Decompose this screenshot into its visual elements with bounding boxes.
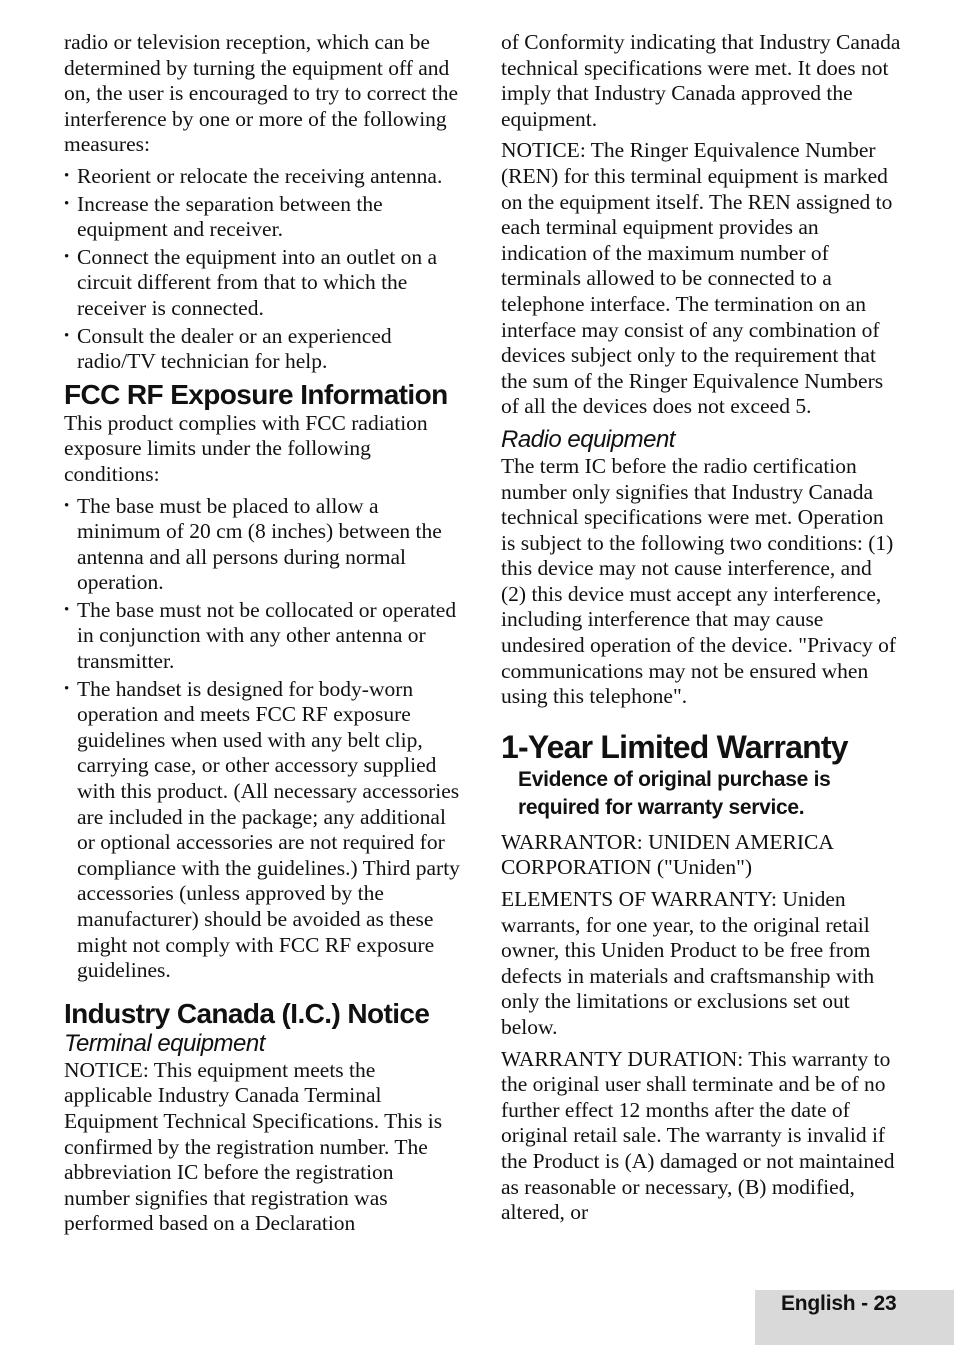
page-number-label: English - 23 [781, 1292, 897, 1315]
list-item: • Reorient or relocate the receiving antenna. [64, 164, 464, 190]
interference-measures-list [64, 164, 464, 375]
warranty-heading: 1-Year Limited Warranty [501, 728, 848, 765]
warrantor-paragraph: WARRANTOR: UNIDEN AMERICA CORPORATION ("Uniden") [501, 829, 833, 880]
left-column [64, 30, 464, 1243]
fcc-rf-heading: FCC RF Exposure Information [64, 378, 448, 410]
conformity-paragraph: of Conformity indicating that Industry Canada technical specifications were met. It does not imply that Industry Canada approved the equipment. [501, 30, 901, 131]
warranty-elements-paragraph: ELEMENTS OF WARRANTY: Uniden warrants, for one year, to the original retail owner, this Uniden Product to be free from defects in materials and craftsmanship with only the limitations or exclusions set out below. [501, 887, 875, 1039]
terminal-equipment-subheading: Terminal equipment [64, 1029, 265, 1057]
list-item: • Increase the separation between the equipment and receiver. [64, 192, 464, 243]
fcc-conditions-list [64, 494, 464, 984]
terminal-notice-paragraph: NOTICE: This equipment meets the applicable Industry Canada Terminal Equipment Technical Specifications. This is confirmed by the registration number. The abbreviation IC before the registration number signifies that registration was performed based on a Declaration [64, 1057, 443, 1236]
ren-notice-paragraph: NOTICE: The Ringer Equivalence Number (REN) for this terminal equipment is marked on the equipment itself. The REN assigned to each terminal equipment provides an indication of the maximum number of terminals allowed to be connected to a telephone interface. The termination on an interface may consist of any combination of devices subject only to the requirement that the sum of the Ringer Equivalence Numbers of all the devices does not exceed 5. [501, 138, 893, 419]
fcc-intro-paragraph: This product complies with FCC radiation exposure limits under the following conditions: [64, 410, 428, 486]
page-footer [755, 1290, 954, 1345]
list-item: • The base must be placed to allow a minimum of 20 cm (8 inches) between the antenna and all persons during normal operation. [64, 494, 464, 596]
list-item: • Consult the dealer or an experienced radio/TV technician for help. [64, 324, 464, 375]
radio-paragraph: The term IC before the radio certification number only signifies that Industry Canada technical specifications were met. Operation is subject to the following two conditions: (1) this device may not cause interference, and (2) this device must accept any interference, including interference that may cause undesired operation of the device. "Privacy of communications may not be ensured when using this telephone". [501, 453, 897, 709]
right-column [501, 30, 901, 1232]
intro-paragraph: radio or television reception, which can be determined by turning the equipment off and on, the user is encouraged to try to correct the interference by one or more of the following measures: [64, 30, 459, 157]
list-item: • The base must not be collocated or operated in conjunction with any other antenna or transmitter. [64, 598, 464, 675]
radio-equipment-subheading: Radio equipment [501, 425, 675, 453]
list-item: • Connect the equipment into an outlet on a circuit different from that to which the receiver is connected. [64, 245, 464, 322]
warranty-subheading: Evidence of original purchase is required for warranty service. [518, 767, 831, 819]
industry-canada-heading: Industry Canada (I.C.) Notice [64, 997, 430, 1029]
warranty-duration-paragraph: WARRANTY DURATION: This warranty to the original user shall terminate and be of no further effect 12 months after the date of original retail sale. The warranty is invalid if the Product is (A) damaged or not maintained as reasonable or necessary, (B) modified, altered, or [501, 1046, 895, 1225]
list-item: • The handset is designed for body-worn operation and meets FCC RF exposure guidelines when used with any belt clip, carrying case, or other accessory supplied with this product. (All necessary accessories are included in the package; any additional or optional accessories are not required for compliance with the guidelines.) Third party accessories (unless approved by the manufacturer) should be avoided as these might not comply with FCC RF exposure guidelines. [64, 677, 464, 984]
